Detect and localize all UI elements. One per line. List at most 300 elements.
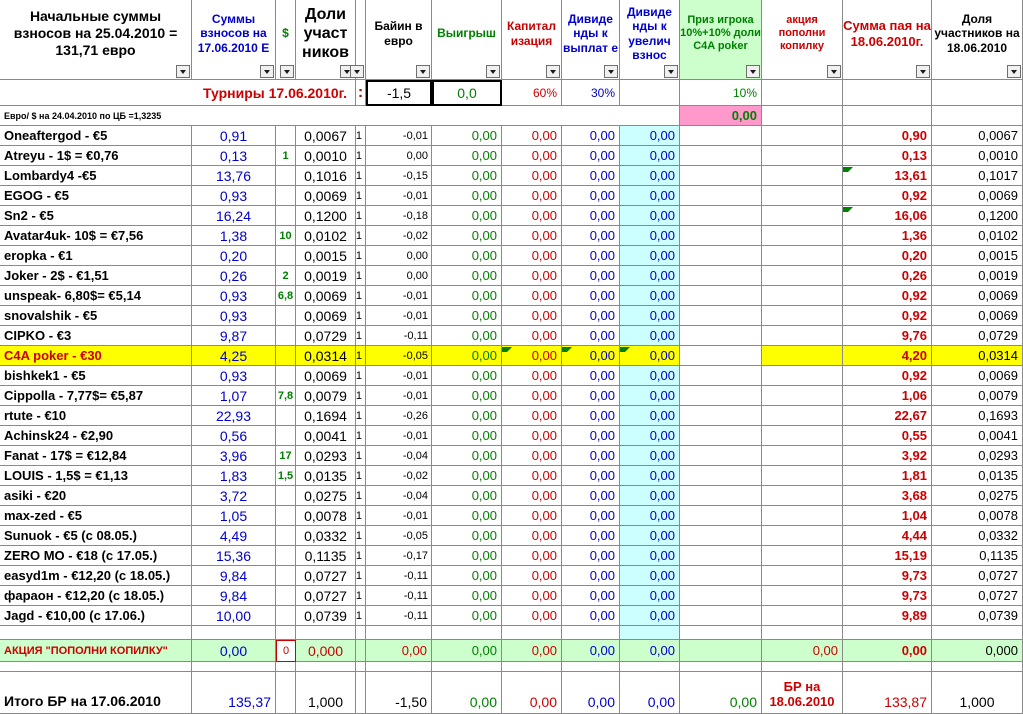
empty-cell — [432, 626, 502, 640]
dollar-amount — [276, 506, 296, 526]
comment-indicator — [502, 347, 512, 357]
action-row-cell: 0,00 — [843, 640, 932, 662]
dividend-increase-cell: 0,00 — [620, 266, 680, 286]
prize-cell — [680, 606, 762, 626]
buyin-cell: -0,11 — [366, 326, 432, 346]
action-cell — [762, 546, 843, 566]
contribution-sum: 0,26 — [192, 266, 276, 286]
dividend-payout-cell: 0,00 — [562, 546, 620, 566]
action-cell — [762, 466, 843, 486]
contribution-sum: 0,93 — [192, 366, 276, 386]
pay-sum-cell: 22,67 — [843, 406, 932, 426]
pay-sum-cell: 3,92 — [843, 446, 932, 466]
win-cell: 0,00 — [432, 266, 502, 286]
dollar-amount — [276, 586, 296, 606]
count-cell: 1 — [356, 606, 366, 626]
win-cell: 0,00 — [432, 146, 502, 166]
empty-cell — [432, 662, 502, 672]
empty-cell — [932, 626, 1023, 640]
dividend-payout-cell: 0,00 — [562, 206, 620, 226]
contribution-sum: 4,25 — [192, 346, 276, 366]
prize-cell — [680, 406, 762, 426]
pay-sum-cell: 1,36 — [843, 226, 932, 246]
dollar-amount — [276, 326, 296, 346]
pay-sum-cell: 1,04 — [843, 506, 932, 526]
count-cell: 1 — [356, 186, 366, 206]
param-buyin: -1,5 — [366, 80, 432, 106]
empty-cell — [843, 106, 932, 126]
share-18-cell: 0,0727 — [932, 586, 1023, 606]
comment-indicator — [620, 347, 630, 357]
capitalization-cell: 0,00 — [502, 326, 562, 346]
share-18-cell: 0,0739 — [932, 606, 1023, 626]
participant-name: Avatar4uk- 10$ = €7,56 — [0, 226, 192, 246]
win-cell: 0,00 — [432, 606, 502, 626]
dollar-amount: 7,8 — [276, 386, 296, 406]
prize-cell — [680, 286, 762, 306]
win-cell: 0,00 — [432, 586, 502, 606]
buyin-cell: -0,04 — [366, 446, 432, 466]
win-cell: 0,00 — [432, 226, 502, 246]
total-row-cell: 0,00 — [620, 672, 680, 714]
dollar-amount — [276, 346, 296, 366]
count-cell: 1 — [356, 266, 366, 286]
participant-name: фараон - €12,20 (с 18.05.) — [0, 586, 192, 606]
prize-cell — [680, 546, 762, 566]
pay-sum-cell: 1,81 — [843, 466, 932, 486]
empty-cell — [843, 80, 932, 106]
participant-share: 0,0727 — [296, 586, 356, 606]
empty-cell — [192, 662, 276, 672]
buyin-cell: -0,01 — [366, 426, 432, 446]
participant-share: 0,0102 — [296, 226, 356, 246]
action-row-cell — [356, 640, 366, 662]
count-cell: 1 — [356, 466, 366, 486]
empty-cell — [620, 80, 680, 106]
dividend-payout-cell: 0,00 — [562, 286, 620, 306]
dividend-increase-cell: 0,00 — [620, 246, 680, 266]
capitalization-cell: 0,00 — [502, 486, 562, 506]
empty-cell — [762, 80, 843, 106]
empty-cell — [620, 662, 680, 672]
win-cell: 0,00 — [432, 366, 502, 386]
action-row-cell: 0,00 — [432, 640, 502, 662]
filter-dropdown-button[interactable] — [486, 65, 500, 78]
filter-dropdown-button[interactable] — [664, 65, 678, 78]
dividend-payout-cell: 0,00 — [562, 246, 620, 266]
prize-cell — [680, 566, 762, 586]
empty-cell — [502, 662, 562, 672]
participant-name: Cippolla - 7,77$= €5,87 — [0, 386, 192, 406]
win-cell: 0,00 — [432, 566, 502, 586]
share-18-cell: 0,0069 — [932, 306, 1023, 326]
buyin-cell: -0,15 — [366, 166, 432, 186]
share-18-cell: 0,0293 — [932, 446, 1023, 466]
win-cell: 0,00 — [432, 206, 502, 226]
prize-cell — [680, 386, 762, 406]
dividend-increase-cell: 0,00 — [620, 286, 680, 306]
total-row-cell: 0,00 — [502, 672, 562, 714]
buyin-cell: -0,01 — [366, 306, 432, 326]
share-18-cell: 0,0069 — [932, 286, 1023, 306]
capitalization-cell: 0,00 — [502, 366, 562, 386]
action-cell — [762, 146, 843, 166]
win-cell: 0,00 — [432, 466, 502, 486]
action-cell — [762, 226, 843, 246]
filter-dropdown-button[interactable] — [260, 65, 274, 78]
action-cell — [762, 206, 843, 226]
count-cell: 1 — [356, 546, 366, 566]
contribution-sum: 1,38 — [192, 226, 276, 246]
participant-share: 0,0314 — [296, 346, 356, 366]
share-18-cell: 0,0069 — [932, 186, 1023, 206]
capitalization-cell: 0,00 — [502, 126, 562, 146]
pay-sum-cell: 1,06 — [843, 386, 932, 406]
win-cell: 0,00 — [432, 166, 502, 186]
participant-share: 0,0069 — [296, 286, 356, 306]
empty-cell — [762, 662, 843, 672]
dividend-increase-cell: 0,00 — [620, 206, 680, 226]
count-cell: 1 — [356, 446, 366, 466]
contribution-sum: 16,24 — [192, 206, 276, 226]
action-cell — [762, 346, 843, 366]
empty-cell — [0, 626, 192, 640]
empty-cell — [276, 662, 296, 672]
br-label: БР на 18.06.2010 — [762, 672, 843, 714]
dollar-amount — [276, 126, 296, 146]
dividend-increase-cell: 0,00 — [620, 426, 680, 446]
filter-dropdown-button[interactable] — [604, 65, 618, 78]
capitalization-cell: 0,00 — [502, 226, 562, 246]
pay-sum-cell: 4,44 — [843, 526, 932, 546]
participant-name: max-zed - €5 — [0, 506, 192, 526]
pay-sum-cell: 9,89 — [843, 606, 932, 626]
capitalization-cell: 0,00 — [502, 346, 562, 366]
capitalization-cell: 0,00 — [502, 586, 562, 606]
pay-sum-cell: 0,92 — [843, 186, 932, 206]
prize-cell — [680, 346, 762, 366]
filter-dropdown-button[interactable] — [916, 65, 930, 78]
win-cell: 0,00 — [432, 506, 502, 526]
dollar-amount: 1,5 — [276, 466, 296, 486]
action-cell — [762, 526, 843, 546]
participant-share: 0,0293 — [296, 446, 356, 466]
contribution-sum: 0,93 — [192, 186, 276, 206]
capitalization-cell: 0,00 — [502, 266, 562, 286]
participant-name: asiki - €20 — [0, 486, 192, 506]
participant-share: 0,0729 — [296, 326, 356, 346]
win-cell: 0,00 — [432, 346, 502, 366]
action-cell — [762, 566, 843, 586]
participant-name: EGOG - €5 — [0, 186, 192, 206]
total-row-label: Итого БР на 17.06.2010 — [0, 672, 192, 714]
pay-sum-cell: 9,73 — [843, 566, 932, 586]
win-cell: 0,00 — [432, 186, 502, 206]
capitalization-cell: 0,00 — [502, 426, 562, 446]
win-cell: 0,00 — [432, 126, 502, 146]
prize-cell — [680, 186, 762, 206]
prize-cell — [680, 446, 762, 466]
participant-name: CIPKO - €3 — [0, 326, 192, 346]
action-row-cell: 0,00 — [502, 640, 562, 662]
column-header: Начальные суммы взносов на 25.04.2010 = 131,71 евро — [0, 0, 192, 80]
share-18-cell: 0,0275 — [932, 486, 1023, 506]
empty-cell — [296, 626, 356, 640]
contribution-sum: 0,91 — [192, 126, 276, 146]
dividend-payout-cell: 0,00 — [562, 586, 620, 606]
dollar-amount: 6,8 — [276, 286, 296, 306]
pay-sum-cell: 9,76 — [843, 326, 932, 346]
participant-share: 0,0067 — [296, 126, 356, 146]
column-header: Приз игрока 10%+10% доли C4A poker — [680, 0, 762, 80]
buyin-cell: 0,00 — [366, 146, 432, 166]
participant-share: 0,0135 — [296, 466, 356, 486]
prize-cell — [680, 426, 762, 446]
share-18-cell: 0,0010 — [932, 146, 1023, 166]
dividend-increase-cell: 0,00 — [620, 326, 680, 346]
contribution-sum: 1,07 — [192, 386, 276, 406]
total-row-cell: 135,37 — [192, 672, 276, 714]
capitalization-cell: 0,00 — [502, 166, 562, 186]
pay-sum-cell: 4,20 — [843, 346, 932, 366]
empty-cell — [502, 626, 562, 640]
win-cell: 0,00 — [432, 286, 502, 306]
dividend-payout-cell: 0,00 — [562, 366, 620, 386]
filter-dropdown-button[interactable] — [416, 65, 430, 78]
participant-name: Jagd - €10,00 (с 17.06.) — [0, 606, 192, 626]
dividend-payout-cell: 0,00 — [562, 386, 620, 406]
prize-cell — [680, 326, 762, 346]
action-cell — [762, 166, 843, 186]
dollar-amount — [276, 366, 296, 386]
action-row-cell — [680, 640, 762, 662]
participant-share: 0,1016 — [296, 166, 356, 186]
pay-sum-cell: 15,19 — [843, 546, 932, 566]
prize-cell — [680, 486, 762, 506]
contribution-sum: 1,05 — [192, 506, 276, 526]
action-cell — [762, 426, 843, 446]
buyin-cell: -0,05 — [366, 346, 432, 366]
dividend-payout-cell: 0,00 — [562, 606, 620, 626]
total-row-cell: 0,00 — [562, 672, 620, 714]
pay-sum-cell: 0,13 — [843, 146, 932, 166]
participant-share: 0,0069 — [296, 306, 356, 326]
buyin-cell: -0,26 — [366, 406, 432, 426]
empty-cell — [366, 626, 432, 640]
pay-sum-cell: 0,92 — [843, 366, 932, 386]
capitalization-cell: 0,00 — [502, 466, 562, 486]
params-title: Турниры 17.06.2010г. — [0, 80, 356, 106]
buyin-cell: -0,02 — [366, 226, 432, 246]
contribution-sum: 3,72 — [192, 486, 276, 506]
total-row-cell — [276, 672, 296, 714]
count-cell: 1 — [356, 206, 366, 226]
action-row-cell: 0 — [276, 640, 296, 662]
dollar-amount — [276, 426, 296, 446]
participant-share: 0,0078 — [296, 506, 356, 526]
prize-cell — [680, 206, 762, 226]
buyin-cell: -0,11 — [366, 606, 432, 626]
empty-cell — [356, 626, 366, 640]
dividend-increase-cell: 0,00 — [620, 546, 680, 566]
filter-dropdown-button[interactable] — [1007, 65, 1021, 78]
contribution-sum: 0,93 — [192, 306, 276, 326]
dividend-payout-cell: 0,00 — [562, 226, 620, 246]
capitalization-cell: 0,00 — [502, 286, 562, 306]
contribution-sum: 9,87 — [192, 326, 276, 346]
column-header: Капитал изация — [502, 0, 562, 80]
dollar-amount — [276, 246, 296, 266]
dividend-increase-cell: 0,00 — [620, 606, 680, 626]
filter-dropdown-button[interactable] — [746, 65, 760, 78]
prize-cell — [680, 146, 762, 166]
share-18-cell: 0,0079 — [932, 386, 1023, 406]
pay-sum-cell: 0,92 — [843, 286, 932, 306]
win-cell: 0,00 — [432, 526, 502, 546]
contribution-sum: 22,93 — [192, 406, 276, 426]
filter-dropdown-button[interactable] — [280, 65, 294, 78]
action-cell — [762, 486, 843, 506]
filter-dropdown-button[interactable] — [176, 65, 190, 78]
participant-name: rtute - €10 — [0, 406, 192, 426]
empty-cell — [562, 662, 620, 672]
dollar-amount: 2 — [276, 266, 296, 286]
empty-cell — [366, 662, 432, 672]
action-row-cell: 0,00 — [620, 640, 680, 662]
pay-sum-cell: 0,26 — [843, 266, 932, 286]
count-cell: 1 — [356, 386, 366, 406]
dollar-amount — [276, 486, 296, 506]
participant-share: 0,1200 — [296, 206, 356, 226]
dividend-increase-cell: 0,00 — [620, 166, 680, 186]
action-row-label: АКЦИЯ "ПОПОЛНИ КОПИЛКУ" — [0, 640, 192, 662]
share-18-cell: 0,0102 — [932, 226, 1023, 246]
param-cap-pct: 60% — [502, 80, 562, 106]
prize-cell — [680, 126, 762, 146]
dollar-amount — [276, 166, 296, 186]
column-header: Байин в евро — [366, 0, 432, 80]
contribution-sum: 9,84 — [192, 566, 276, 586]
pay-sum-cell: 9,73 — [843, 586, 932, 606]
dividend-payout-cell: 0,00 — [562, 346, 620, 366]
empty-cell — [0, 662, 192, 672]
param-div-pct: 30% — [562, 80, 620, 106]
contribution-sum: 3,96 — [192, 446, 276, 466]
capitalization-cell: 0,00 — [502, 446, 562, 466]
empty-cell — [192, 626, 276, 640]
contribution-sum: 10,00 — [192, 606, 276, 626]
dividend-increase-cell: 0,00 — [620, 446, 680, 466]
participant-share: 0,0010 — [296, 146, 356, 166]
participant-share: 0,0069 — [296, 186, 356, 206]
share-18-cell: 0,0069 — [932, 366, 1023, 386]
count-cell: 1 — [356, 146, 366, 166]
capitalization-cell: 0,00 — [502, 386, 562, 406]
empty-cell — [356, 662, 366, 672]
filter-dropdown-button[interactable] — [350, 65, 364, 78]
participant-name: Fanat - 17$ = €12,84 — [0, 446, 192, 466]
action-cell — [762, 446, 843, 466]
prize-cell — [680, 526, 762, 546]
dollar-amount — [276, 306, 296, 326]
action-row-cell: 0,000 — [296, 640, 356, 662]
pay-sum-cell: 3,68 — [843, 486, 932, 506]
count-cell: 1 — [356, 426, 366, 446]
buyin-cell: -0,01 — [366, 126, 432, 146]
dividend-payout-cell: 0,00 — [562, 466, 620, 486]
capitalization-cell: 0,00 — [502, 186, 562, 206]
count-cell: 1 — [356, 306, 366, 326]
share-18-cell: 0,0041 — [932, 426, 1023, 446]
filter-dropdown-button[interactable] — [827, 65, 841, 78]
win-cell: 0,00 — [432, 326, 502, 346]
participant-name: Lombardy4 -€5 — [0, 166, 192, 186]
filter-dropdown-button[interactable] — [546, 65, 560, 78]
share-18-cell: 0,0729 — [932, 326, 1023, 346]
prize-cell — [680, 466, 762, 486]
dollar-amount: 1 — [276, 146, 296, 166]
action-cell — [762, 306, 843, 326]
participant-share: 0,0727 — [296, 566, 356, 586]
participant-share: 0,0015 — [296, 246, 356, 266]
column-header: Выигрыш — [432, 0, 502, 80]
participant-name: Sn2 - €5 — [0, 206, 192, 226]
buyin-cell: -0,05 — [366, 526, 432, 546]
capitalization-cell: 0,00 — [502, 526, 562, 546]
participant-name: easyd1m - €12,20 (с 18.05.) — [0, 566, 192, 586]
action-cell — [762, 366, 843, 386]
empty-cell — [620, 626, 680, 640]
participant-name: bishkek1 - €5 — [0, 366, 192, 386]
dividend-payout-cell: 0,00 — [562, 266, 620, 286]
contribution-sum: 4,49 — [192, 526, 276, 546]
action-cell — [762, 266, 843, 286]
count-cell: 1 — [356, 526, 366, 546]
action-cell — [762, 126, 843, 146]
buyin-cell: -0,01 — [366, 286, 432, 306]
empty-cell — [932, 662, 1023, 672]
share-18-cell: 0,0135 — [932, 466, 1023, 486]
dividend-increase-cell: 0,00 — [620, 126, 680, 146]
share-18-cell: 0,0015 — [932, 246, 1023, 266]
dividend-increase-cell: 0,00 — [620, 146, 680, 166]
participant-name: Oneaftergod - €5 — [0, 126, 192, 146]
dividend-increase-cell: 0,00 — [620, 366, 680, 386]
dividend-payout-cell: 0,00 — [562, 406, 620, 426]
share-18-cell: 0,0314 — [932, 346, 1023, 366]
dividend-increase-cell: 0,00 — [620, 306, 680, 326]
contribution-sum: 0,13 — [192, 146, 276, 166]
dividend-increase-cell: 0,00 — [620, 466, 680, 486]
empty-cell — [296, 662, 356, 672]
buyin-cell: -0,01 — [366, 506, 432, 526]
share-18-cell: 0,0067 — [932, 126, 1023, 146]
count-cell: 1 — [356, 566, 366, 586]
contribution-sum: 0,56 — [192, 426, 276, 446]
share-18-cell: 0,0332 — [932, 526, 1023, 546]
action-row-cell: 0,00 — [366, 640, 432, 662]
empty-cell — [680, 626, 762, 640]
count-cell: 1 — [356, 286, 366, 306]
share-18-cell: 0,1135 — [932, 546, 1023, 566]
participant-share: 0,0739 — [296, 606, 356, 626]
dollar-amount — [276, 206, 296, 226]
column-header: Дивиде нды к увелич взнос — [620, 0, 680, 80]
win-cell: 0,00 — [432, 406, 502, 426]
dividend-payout-cell: 0,00 — [562, 186, 620, 206]
empty-cell — [276, 626, 296, 640]
prize-cell — [680, 246, 762, 266]
